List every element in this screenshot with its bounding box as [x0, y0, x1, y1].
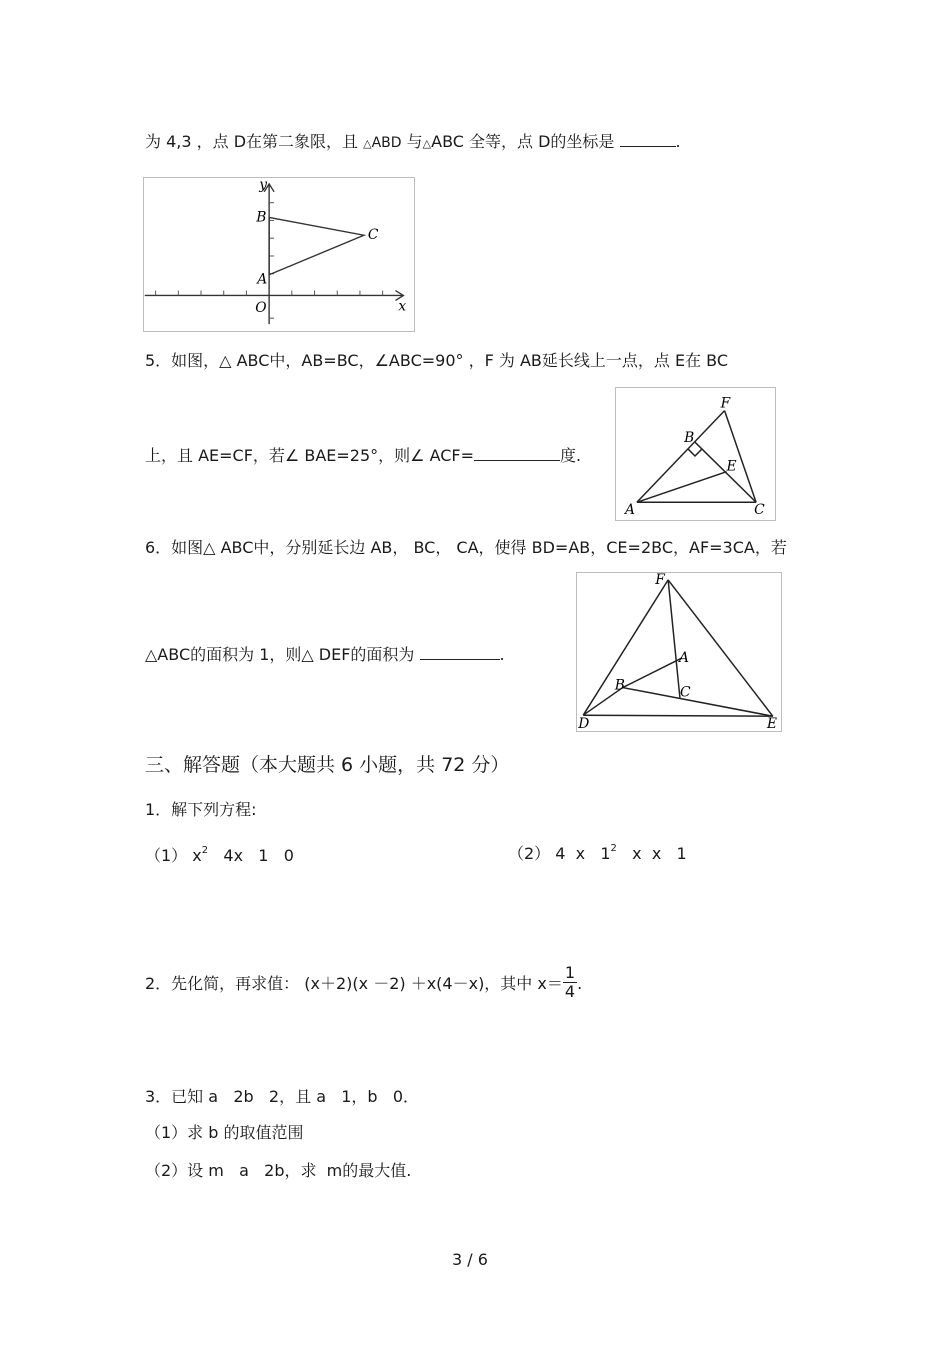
y-ticks	[269, 203, 274, 318]
label-f: F	[655, 573, 665, 588]
fraction: $\frac{1}{4}$	[564, 963, 576, 1001]
s3-line2: （1）求 b 的取值范围	[145, 1123, 304, 1142]
figure-q5	[615, 387, 776, 521]
s1-eq1: （1） $x^2$ 4x 1 0	[145, 845, 294, 865]
label-y: y	[259, 178, 268, 193]
triangle-abc	[269, 217, 364, 274]
label-a: A	[625, 502, 636, 519]
label-f: F	[720, 395, 731, 412]
label-x: x	[398, 298, 407, 315]
q4-tail-line: 为 4,3 ，点 D在第二象限，且 △ABD 与△ABC 全等，点 D的坐标是 .	[145, 132, 681, 151]
answer-blank	[474, 444, 560, 461]
q6-line2: △ABC的面积为 1，则△ DEF的面积为 .	[145, 645, 505, 664]
label-d: D	[578, 716, 590, 731]
answer-blank	[420, 643, 500, 660]
page-number: 3 / 6	[452, 1250, 488, 1269]
section-heading: 三、解答题（本大题共 6 小题，共 72 分）	[145, 754, 510, 776]
answer-blank	[620, 130, 676, 147]
label-c: C	[367, 227, 379, 244]
q5-line1: 5．如图，△ ABC中，AB=BC，∠ABC=90° ，F 为 AB延长线上一点，点 E在 BC	[145, 351, 729, 370]
q6-line1: 6．如图△ ABC中，分别延长边 AB， BC， CA，使得 BD=AB，CE=2BC，AF=3CA，若	[145, 538, 787, 557]
s3-line1: 3．已知 a 2b 2，且 a 1，b 0．	[145, 1087, 420, 1106]
label-o: O	[255, 300, 267, 317]
q5-line2: 上，且 AE=CF，若∠ BAE=25°，则∠ ACF= 度.	[145, 446, 582, 465]
triangle-figure-q5	[616, 388, 775, 520]
label-e: E	[766, 716, 777, 731]
label-e: E	[726, 458, 737, 475]
triangle-figure-q6	[577, 573, 781, 731]
label-a: A	[257, 271, 268, 288]
coordinate-figure	[143, 177, 415, 332]
label-c: C	[754, 502, 765, 519]
label-c: C	[679, 684, 691, 701]
s2-line: 2．先化简，再求值： (x＋2)(x －2) ＋x(4－x)，其中 x＝ $\frac{1}{4}$ .	[145, 963, 583, 1001]
label-b: B	[256, 209, 267, 226]
label-a: A	[679, 649, 689, 666]
s1-title: 1．解下列方程:	[145, 800, 257, 819]
coordinate-plot	[144, 178, 414, 331]
s3-line3: （2）设 m a 2b，求 m的最大值.	[145, 1161, 412, 1180]
label-b: B	[614, 677, 625, 694]
s1-eq2: （2） 4 x $1^2$ x x 1	[508, 843, 687, 863]
label-b: B	[684, 430, 695, 447]
figure-q6	[576, 572, 782, 732]
q6-lines	[583, 580, 773, 716]
q5-lines	[637, 411, 756, 503]
